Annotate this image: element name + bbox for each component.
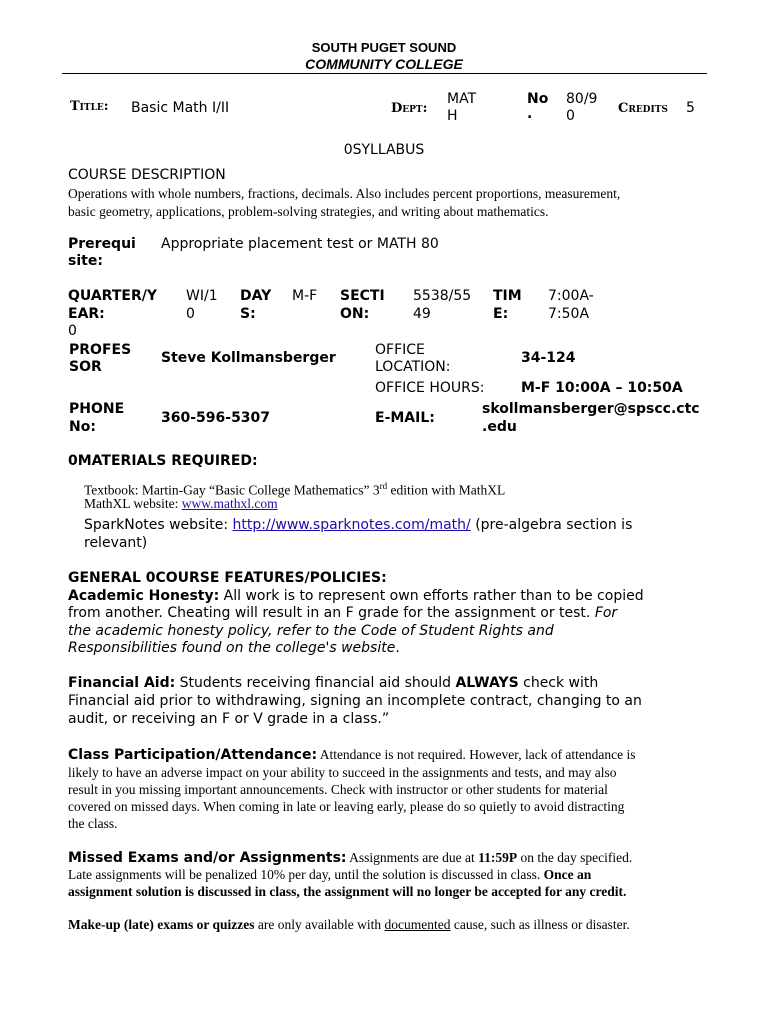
days-label-1: DAY [240,288,272,304]
mathxl-line [84,495,278,512]
prerequisite-label-2: site: [68,253,103,269]
honesty-italic-line: the academic honesty policy, refer to the Code of Student Rights and [68,623,554,639]
honesty-line [68,605,617,622]
makeup-underlined: documented [384,917,451,932]
course-description-heading: COURSE DESCRIPTION [68,167,226,183]
dept-value-2: H [447,108,458,124]
prerequisite-value: Appropriate placement test or MATH 80 [161,236,439,252]
missed-bold-line: assignment solution is discussed in class, the assignment will no longer be accepted for any credit. [68,884,627,899]
sparknotes-note: (pre-algebra section is [470,517,633,533]
section-label-1: SECTI [340,288,385,304]
phone-value: 360-596-5307 [161,410,271,426]
aid-emphasis: ALWAYS [455,675,519,691]
days-value: M-F [292,288,318,304]
phone-label-2: No: [69,419,96,435]
college-name-line1: SOUTH PUGET SOUND [311,40,457,55]
sparknotes-note-2: relevant) [84,535,148,551]
quarter-label-2: EAR: [68,306,105,322]
quarter-label-1: QUARTER/Y [68,288,157,304]
title-label: Title: [70,99,109,114]
course-description-line: Operations with whole numbers, fractions, decimals. Also includes percent proportions, measurement, [68,186,621,201]
makeup-line [68,916,630,933]
no-label-2: . [527,106,533,122]
time-label-1: TIM [493,288,522,304]
materials-heading: 0MATERIALS REQUIRED: [68,453,258,469]
credits-value: 5 [686,100,695,116]
missed-line [68,849,632,867]
professor-label-1: PROFES [69,342,132,358]
honesty-label: Academic Honesty: [68,588,220,604]
honesty-italic: For [594,605,618,621]
attendance-text: Attendance is not required. However, lack of attendance is [317,747,636,762]
missed-text: Assignments are due at [346,850,479,865]
time-value-2: 7:50A [548,306,590,322]
section-label-2: ON: [340,306,370,322]
makeup-text: cause, such as illness or disaster. [450,917,630,932]
mathxl-link[interactable]: www.mathxl.com [181,496,278,511]
makeup-text: are only available with [254,917,385,932]
section-value-1: 5538/55 [413,288,472,304]
textbook-edition-sup: rd [379,481,388,491]
office-location-label-2: LOCATION: [375,359,451,375]
makeup-label: Make-up (late) exams or quizzes [68,917,255,932]
quarter-value-1: WI/1 [186,288,218,304]
attendance-label: Class Participation/Attendance: [68,747,318,763]
aid-text: check with [518,675,599,691]
college-name-line2: COMMUNITY COLLEGE [305,56,463,72]
attendance-line: likely to have an adverse impact on your ability to succeed in the assignments and tests, and may also [68,765,617,780]
title-value: Basic Math I/II [131,100,230,116]
mathxl-label: MathXL website: [84,496,182,511]
no-value-2: 0 [566,108,575,124]
honesty-line [68,588,644,605]
aid-line: Financial aid prior to withdrawing, signing an incomplete contract, changing to an [68,693,642,709]
missed-deadline: 11:59P [478,850,518,865]
sparknotes-label: SparkNotes website: [84,517,233,533]
sparknotes-link[interactable]: http://www.sparknotes.com/math/ [232,517,471,533]
dept-label: Dept: [391,101,428,116]
attendance-line: the class. [68,816,118,831]
quarter-value-2: 0 [186,306,195,322]
aid-line: audit, or receiving an F or V grade in a class.” [68,711,390,727]
attendance-line: result in you missing important announcements. Check with instructor or other students for material [68,782,608,797]
honesty-line [68,640,400,657]
honesty-italic: Responsibilities found on the college's website [68,640,396,656]
office-location-value: 34-124 [521,350,576,366]
section-value-2: 49 [413,306,431,322]
prerequisite-label-1: Prerequi [68,236,136,252]
missed-label: Missed Exams and/or Assignments: [68,850,347,866]
time-value-1: 7:00A- [548,288,594,304]
aid-line [68,675,598,692]
missed-text: on the day specified. [517,850,633,865]
email-value-1: skollmansberger@spscc.ctc [482,401,700,417]
office-location-label-1: OFFICE [375,342,425,358]
email-value-2: .edu [482,419,517,435]
course-description-line: basic geometry, applications, problem-solving strategies, and writing about mathematics. [68,204,549,219]
quarter-label-3: 0 [68,323,77,339]
textbook-text: Textbook: Martin-Gay “Basic College Mathematics” 3 [84,482,380,498]
attendance-line: covered on missed days. When coming in late or leaving early, please do so quietly to avoid distracting [68,799,625,814]
no-value-1: 80/9 [566,91,598,107]
credits-label: Credits [618,101,668,116]
office-hours-label: OFFICE HOURS: [375,380,485,396]
header-divider [62,73,707,74]
syllabus-heading: 0SYLLABUS [343,142,425,158]
office-hours-value: M-F 10:00A – 10:50A [521,380,683,396]
policies-heading: GENERAL 0COURSE FEATURES/POLICIES: [68,570,387,586]
sparknotes-line [84,517,632,534]
missed-text: Late assignments will be penalized 10% per day, until the solution is discussed in class. [68,867,544,882]
attendance-line [68,746,636,764]
textbook-text-end: edition with MathXL [387,482,506,498]
professor-name: Steve Kollmansberger [161,350,336,366]
aid-label: Financial Aid: [68,675,176,691]
aid-text: Students receiving financial aid should [175,675,456,691]
email-label: E-MAIL: [375,410,435,426]
missed-line [68,866,591,883]
phone-label-1: PHONE [69,401,125,417]
no-label-1: No [527,91,549,107]
time-label-2: E: [493,306,509,322]
honesty-text: from another. Cheating will result in an F grade for the assignment or test. [68,605,595,621]
honesty-text: All work is to represent own efforts rather than to be copied [219,588,644,604]
professor-label-2: SOR [69,359,102,375]
honesty-period: . [395,640,400,656]
missed-bold: Once an [543,867,592,882]
dept-value-1: MAT [447,91,477,107]
days-label-2: S: [240,306,256,322]
